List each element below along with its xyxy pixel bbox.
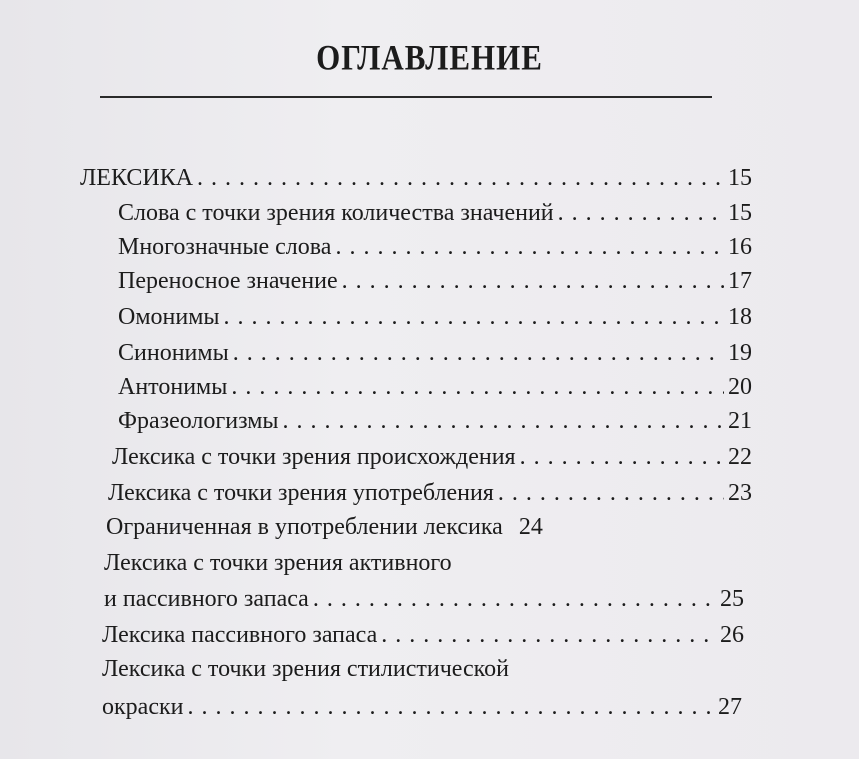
toc-page-number: 23: [728, 480, 752, 506]
toc-entry-label: Ограниченная в употреблении лексика: [106, 514, 503, 540]
leader-dots: [520, 442, 724, 472]
toc-entry-label: и пассивного запаса: [104, 586, 309, 612]
toc-page-number: 26: [720, 622, 744, 648]
toc-entry-label-line1: Лексика с точки зрения стилистической: [102, 656, 509, 682]
toc-entry-label: Омонимы: [118, 304, 220, 330]
toc-entry-label: Лексика с точки зрения употребления: [108, 480, 494, 506]
toc-page-number: 16: [728, 234, 752, 260]
toc-entry-label: Антонимы: [118, 374, 228, 400]
leader-dots: [313, 584, 716, 614]
leader-dots: [558, 198, 724, 228]
toc-page-number: 20: [728, 374, 752, 400]
toc-entry[interactable]: [118, 232, 752, 262]
toc-entry[interactable]: [118, 198, 752, 228]
toc-page-number: 27: [718, 694, 742, 720]
toc-entry-label: Слова с точки зрения количества значений: [118, 200, 554, 226]
leader-dots: [342, 266, 724, 296]
leader-dots: [197, 163, 724, 193]
leader-dots: [224, 302, 724, 332]
toc-page-number: 25: [720, 586, 744, 612]
toc-entry[interactable]: [118, 338, 752, 368]
toc-entry[interactable]: [106, 512, 746, 542]
toc-entry-lexika[interactable]: [80, 163, 752, 193]
toc-entry-label: окраски: [102, 694, 184, 720]
toc-entry[interactable]: [118, 266, 752, 296]
toc-entry[interactable]: [102, 692, 742, 722]
toc-entry[interactable]: [108, 478, 752, 508]
toc-page-number: 22: [728, 444, 752, 470]
toc-entry-label: Многозначные слова: [118, 234, 332, 260]
leader-dots: [283, 406, 724, 436]
toc-entry[interactable]: [104, 584, 744, 614]
toc-entry[interactable]: [118, 372, 752, 402]
toc-entry-label: Лексика с точки зрения происхождения: [112, 444, 516, 470]
leader-dots: [335, 232, 724, 262]
toc-entry-label: Переносное значение: [118, 268, 338, 294]
toc-page-number: 17: [728, 268, 752, 294]
toc-entry-label-line1: Лексика с точки зрения активного: [104, 550, 452, 576]
toc-entry[interactable]: [102, 620, 744, 650]
leader-dots: [381, 620, 716, 650]
toc-page-number: 21: [728, 408, 752, 434]
title-underline: [100, 96, 712, 98]
toc-page-number: 24: [518, 514, 543, 540]
toc-page-number: 15: [728, 200, 752, 226]
toc-entry-label: Синонимы: [118, 340, 229, 366]
leader-dots: [233, 338, 724, 368]
toc-page-number: 18: [728, 304, 752, 330]
toc-entry-label: Лексика пассивного запаса: [102, 622, 378, 648]
toc-entry[interactable]: [112, 442, 752, 472]
toc-entry-label: Фразеологизмы: [118, 408, 279, 434]
toc-entry[interactable]: [118, 302, 752, 332]
toc-entry[interactable]: [118, 406, 752, 436]
toc-entry-label: ЛЕКСИКА: [80, 165, 194, 191]
toc-page-number: 15: [728, 165, 752, 191]
leader-dots: [498, 478, 724, 508]
leader-dots: [231, 372, 724, 402]
page-title: ОГЛАВЛЕНИЕ: [316, 37, 543, 78]
leader-dots: [187, 692, 714, 722]
toc-page-number: 19: [728, 340, 752, 366]
